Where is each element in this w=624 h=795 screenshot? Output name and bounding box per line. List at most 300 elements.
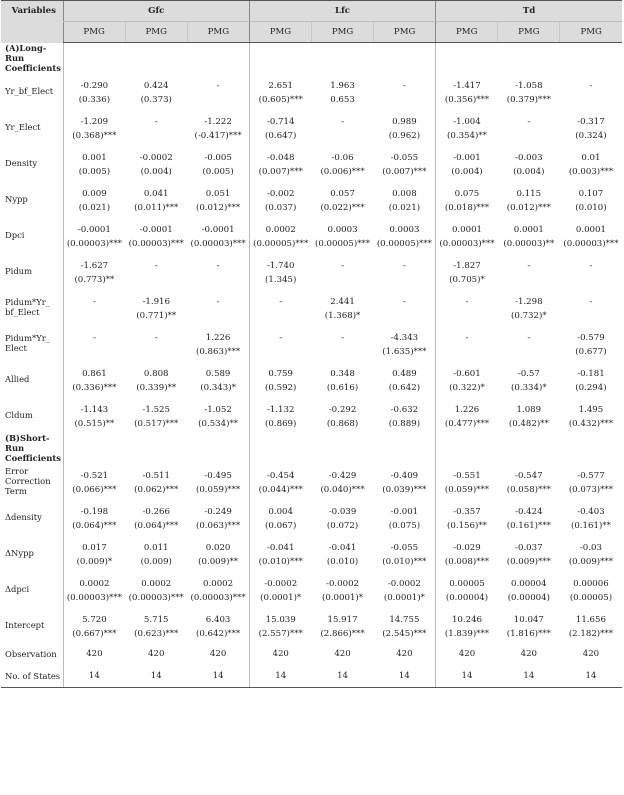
coefficient-cell: -0.0001 [63,217,125,235]
std-error-cell [312,127,374,145]
table-row [1,181,622,199]
std-error-cell: (0.00003)*** [63,235,125,253]
coefficient-cell: -1.525 [142,404,170,415]
coefficient-cell: 11.656 [575,614,606,625]
std-error-cell: (0.322)* [436,379,498,397]
std-error-cell: (0.534)** [198,418,239,429]
row-label: Yr_Elect [5,121,41,132]
coefficient-cell: -0.714 [249,109,311,127]
std-error-cell: (2.545)*** [382,628,427,639]
coefficient-cell: -0.041 [249,535,311,553]
coefficient-cell: - [249,289,311,307]
std-error-cell: (0.161)** [570,520,611,531]
std-error-cell: (0.00003)*** [128,238,184,249]
coefficient-cell: -0.317 [577,116,605,127]
std-error-cell: (1.345) [249,271,311,289]
coefficient-cell: -0.266 [142,506,170,517]
coefficient-cell: -0.579 [577,332,605,343]
value-cell: 420 [520,648,538,659]
coefficient-cell: -0.198 [63,499,125,517]
coefficient-cell: - [589,296,593,307]
empty-cell [125,43,187,73]
empty-cell [312,433,374,463]
coefficient-cell: 0.348 [330,368,355,379]
table-row [1,361,622,379]
row-label: No. of States [1,665,63,688]
coefficient-cell: -1.916 [142,296,170,307]
value-cell: 420 [209,648,227,659]
coefficient-cell: -0.632 [390,404,419,415]
std-error-cell: (0.705)* [436,271,498,289]
std-error-cell: (0.072) [326,520,359,531]
coefficient-cell: 0.0002 [63,571,125,589]
empty-cell [560,433,622,463]
std-error-cell: (0.00003)*** [190,592,246,603]
std-error-cell: (0.00003)*** [436,235,498,253]
std-error-cell: (0.005) [202,166,234,177]
coefficient-cell: -0.601 [436,361,498,379]
std-error-cell: (0.040)*** [320,484,365,495]
std-error-cell: (0.007)*** [382,166,427,177]
table-row [1,415,622,433]
std-error-cell: (0.336)*** [63,379,125,397]
coefficient-cell: 0.0002 [141,578,172,589]
empty-cell [498,433,560,463]
std-error-cell: (0.00005)*** [314,238,371,249]
table-row [1,235,622,253]
std-error-cell: (0.0001)* [322,592,364,603]
coefficient-cell: -0.048 [249,145,311,163]
std-error-cell: (0.018)*** [436,199,498,217]
coefficient-cell: - [402,260,406,271]
coefficient-cell: 0.489 [392,368,417,379]
coefficient-cell: -1.222 [204,116,232,127]
coefficient-cell: -0.0001 [201,224,235,235]
sub-header: PMG [125,22,187,43]
coefficient-cell: -0.037 [515,542,543,553]
coefficient-cell: -1.143 [63,397,125,415]
std-error-cell: (0.00003)*** [128,592,184,603]
std-error-cell [436,343,498,361]
table-row [1,535,622,553]
coefficient-cell: 0.0001 [513,224,544,235]
coefficient-cell: - [589,260,593,271]
std-error-cell [187,271,249,289]
std-error-cell: (1.368)* [324,310,361,321]
std-error-cell: (0.059)*** [195,484,241,495]
std-error-cell: (0.004) [436,163,498,181]
table-row [1,253,622,271]
std-error-cell: (0.773)** [63,271,125,289]
std-error-cell: (0.021) [63,199,125,217]
coefficient-cell: -0.547 [515,470,543,481]
coefficient-cell: -0.424 [515,506,543,517]
coefficient-cell: 0.004 [249,499,311,517]
empty-cell [560,43,622,73]
variables-header: Variables [1,1,63,43]
row-label: ΔNypp [5,547,34,558]
std-error-cell: (0.592) [249,379,311,397]
coefficient-cell: 1.963 [330,80,355,91]
std-error-cell [249,343,311,361]
std-error-cell: (0.022)*** [320,202,365,213]
value-cell: 420 [582,648,600,659]
std-error-cell: (0.00003)*** [563,238,619,249]
coefficient-cell: -0.0002 [387,578,421,589]
std-error-cell [560,307,622,325]
coefficient-cell: - [154,116,158,127]
long-run-section-row [1,43,622,73]
std-error-cell: (2.557)*** [249,625,311,643]
std-error-cell: (0.667)*** [63,625,125,643]
value-cell: 420 [334,648,351,659]
coefficient-cell: 15.039 [249,607,311,625]
coefficient-cell: - [341,116,344,127]
sub-header: PMG [498,22,560,43]
row-label: Nypp [5,193,28,204]
coefficient-cell: 2.651 [249,73,311,91]
std-error-cell [498,271,560,289]
coefficient-cell: -0.429 [328,470,357,481]
sub-header: PMG [374,22,436,43]
sub-header: PMG [63,22,125,43]
std-error-cell: (0.039)*** [382,484,427,495]
std-error-cell: (0.00005) [569,592,613,603]
coefficient-cell: 0.011 [143,542,169,553]
std-error-cell: (0.005) [63,163,125,181]
empty-cell [312,43,374,73]
coefficient-cell: -0.181 [577,368,605,379]
coefficient-cell: - [527,332,531,343]
std-error-cell: (0.482)** [508,418,549,429]
table-row [1,127,622,145]
group-header-td: Td [436,1,622,22]
coefficient-cell: -1.058 [515,80,543,91]
std-error-cell: (0.007)*** [249,163,311,181]
std-error-cell: (0.515)** [63,415,125,433]
std-error-cell: (0.010)*** [382,556,427,567]
coefficient-cell: 5.720 [63,607,125,625]
row-label: Δdensity [5,511,42,522]
coefficient-cell: 0.051 [205,188,231,199]
row-label: Allied [5,373,30,384]
coefficient-cell: -0.357 [436,499,498,517]
sub-header: PMG [187,22,249,43]
std-error-cell: (1.635)*** [382,346,427,357]
std-error-cell: (0.009)** [198,556,239,567]
coefficient-cell: 0.017 [63,535,125,553]
group-header-gfc: Gfc [63,1,249,22]
coefficient-cell: 0.0002 [249,217,311,235]
std-error-cell: (0.064)*** [63,517,125,535]
coefficient-cell: 10.246 [436,607,498,625]
std-error-cell: (0.294) [575,382,607,393]
group-header-lfc: Lfc [249,1,435,22]
table-row [1,499,622,517]
std-error-cell [125,271,187,289]
coefficient-cell: -0.57 [517,368,540,379]
coefficient-cell: -0.403 [577,506,605,517]
table-row [1,607,622,625]
table-row [1,163,622,181]
value-cell: 14 [187,665,249,688]
std-error-cell: (0.616) [326,382,359,393]
value-cell: 420 [148,648,165,659]
coefficient-cell: -1.004 [436,109,498,127]
std-error-cell: (0.339)** [136,382,177,393]
std-error-cell: (0.334)* [511,382,547,393]
coefficient-cell: 5.715 [143,614,169,625]
coefficient-cell: 10.047 [513,614,544,625]
std-error-cell: (0.379)*** [506,94,551,105]
sub-header: PMG [436,22,498,43]
table-row [1,553,622,571]
coefficient-cell: 6.403 [205,614,231,625]
coefficient-cell: -1.627 [63,253,125,271]
empty-cell [63,43,125,73]
std-error-cell: (0.771)** [136,310,177,321]
std-error-cell [312,343,374,361]
coefficient-cell: - [216,260,220,271]
coefficient-cell: -0.454 [249,463,311,481]
std-error-cell [374,307,436,325]
coefficient-cell: -0.001 [390,506,419,517]
table-row [1,571,622,589]
table-row [1,109,622,127]
coefficient-cell: - [341,260,344,271]
table-row [1,463,622,481]
coefficient-cell: - [154,332,158,343]
std-error-cell [498,127,560,145]
row-label: Error Correction Term [5,465,51,496]
table-row [1,307,622,325]
coefficient-cell: - [63,289,125,307]
coefficient-cell: 0.0001 [575,224,606,235]
std-error-cell: (0.623)*** [134,628,179,639]
table-row [1,397,622,415]
std-error-cell: (0.368)*** [63,127,125,145]
table-row [1,289,622,307]
std-error-cell: (0.010) [326,556,359,567]
regression-table [1,0,622,688]
row-label: Yr_bf_Elect [5,85,54,96]
coefficient-cell: 0.00004 [511,578,547,589]
row-label: Pidum*Yr_ bf_Elect [5,296,50,317]
std-error-cell: (0.066)*** [63,481,125,499]
short-run-section-label: (B)Short-Run Coefficients [5,432,61,463]
table-row [1,199,622,217]
coefficient-cell: -0.001 [436,145,498,163]
std-error-cell: (0.477)*** [436,415,498,433]
std-error-cell: (0.863)*** [195,346,241,357]
empty-cell [249,433,311,463]
coefficient-cell: -0.249 [204,506,232,517]
row-label: Dpci [5,229,25,240]
coefficient-cell: -0.511 [142,470,170,481]
empty-cell [436,433,498,463]
coefficient-cell: -0.055 [390,542,419,553]
table-body [1,43,622,688]
row-label: Δdpci [5,583,30,594]
coefficient-cell: 0.0003 [389,224,420,235]
coefficient-cell: 2.441 [330,296,355,307]
std-error-cell: (0.059)*** [436,481,498,499]
coefficient-cell: -0.055 [390,152,419,163]
table-row [1,517,622,535]
std-error-cell: (2.182)*** [568,628,614,639]
table-row [1,643,622,665]
empty-cell [436,43,498,73]
coefficient-cell: -0.06 [331,152,354,163]
std-error-cell: (0.009) [140,556,172,567]
std-error-cell [436,307,498,325]
coefficient-cell: 0.589 [205,368,231,379]
coefficient-cell: 0.020 [205,542,231,553]
coefficient-cell: 0.001 [63,145,125,163]
std-error-cell: (0.009)*** [506,556,551,567]
empty-cell [374,43,436,73]
empty-cell [187,433,249,463]
std-error-cell: (0.517)*** [134,418,179,429]
sub-header: PMG [312,22,374,43]
std-error-cell: (0.006)*** [320,166,365,177]
std-error-cell [187,307,249,325]
coefficient-cell: - [436,325,498,343]
std-error-cell [312,271,374,289]
std-error-cell: (0.010) [575,202,607,213]
coefficient-cell: - [402,296,406,307]
std-error-cell: (0.063)*** [195,520,241,531]
coefficient-cell: - [436,289,498,307]
coefficient-cell: 0.989 [392,116,417,127]
std-error-cell: (0.00004) [436,589,498,607]
std-error-cell [560,271,622,289]
coefficient-cell: -4.343 [390,332,419,343]
long-run-section-label: (A)Long-Run Coefficients [5,42,61,73]
std-error-cell: (0.868) [326,418,359,429]
table-row [1,325,622,343]
std-error-cell [249,307,311,325]
empty-cell [63,433,125,463]
coefficient-cell: -0.521 [63,463,125,481]
std-error-cell: (0.732)* [511,310,547,321]
std-error-cell [187,91,249,109]
coefficient-cell: 1.226 [205,332,231,343]
coefficient-cell: -0.577 [577,470,605,481]
coefficient-cell: -1.740 [249,253,311,271]
coefficient-cell: - [63,325,125,343]
coefficient-cell: - [216,296,220,307]
std-error-cell: (0.00003)** [503,238,555,249]
coefficient-cell: 0.008 [392,188,417,199]
coefficient-cell: - [216,80,220,91]
coefficient-cell: -1.827 [436,253,498,271]
coefficient-cell: 0.01 [581,152,601,163]
coefficient-cell: -0.290 [63,73,125,91]
table-row [1,665,622,688]
coefficient-cell: 15.917 [327,614,358,625]
coefficient-cell: 0.057 [330,188,355,199]
std-error-cell: (0.354)** [436,127,498,145]
std-error-cell: (0.010)*** [249,553,311,571]
std-error-cell: (0.156)** [436,517,498,535]
table-row [1,589,622,607]
std-error-cell: (0.00003)*** [190,238,246,249]
std-error-cell: (-0.417)*** [194,130,242,141]
std-error-cell: (0.00005)*** [249,235,311,253]
std-error-cell: (0.432)*** [568,418,614,429]
sub-header: PMG [560,22,622,43]
std-error-cell: (0.889) [388,418,421,429]
table-row [1,379,622,397]
std-error-cell: (0.642) [388,382,421,393]
value-cell: 14 [125,665,187,688]
std-error-cell: (0.075) [388,520,421,531]
std-error-cell: (0.004) [140,166,172,177]
value-cell: 14 [560,665,622,688]
coefficient-cell: 0.0002 [203,578,234,589]
std-error-cell: (0.677) [575,346,607,357]
std-error-cell [560,91,622,109]
coefficient-cell: -0.495 [204,470,232,481]
value-cell: 14 [249,665,311,688]
std-error-cell: (0.161)*** [506,520,551,531]
coefficient-cell: - [527,116,531,127]
coefficient-cell: - [154,260,158,271]
empty-cell [187,43,249,73]
coefficient-cell: -0.0002 [139,152,173,163]
coefficient-cell: -0.551 [436,463,498,481]
coefficient-cell: -0.0002 [249,571,311,589]
std-error-cell: (0.044)*** [249,481,311,499]
std-error-cell: (0.0001)* [249,589,311,607]
std-error-cell: 0.653 [330,94,355,105]
table-row [1,73,622,91]
value-cell: 14 [436,665,498,688]
empty-cell [125,433,187,463]
coefficient-cell: - [402,80,406,91]
std-error-cell: (0.004) [513,166,545,177]
coefficient-cell: 0.0003 [327,224,358,235]
std-error-cell: (0.642)*** [195,628,241,639]
coefficient-cell: 0.00006 [573,578,609,589]
table-row [1,91,622,109]
std-error-cell: (2.866)*** [320,628,365,639]
value-cell: 14 [312,665,374,688]
coefficient-cell: - [527,260,531,271]
coefficient-cell: 0.075 [436,181,498,199]
std-error-cell: (0.647) [249,127,311,145]
std-error-cell: (0.373) [140,94,172,105]
table-row [1,271,622,289]
coefficient-cell: -0.409 [390,470,419,481]
std-error-cell: (0.003)*** [568,166,614,177]
coefficient-cell: 14.755 [389,614,420,625]
std-error-cell: (0.00003)*** [63,589,125,607]
coefficient-cell: -1.052 [204,404,232,415]
coefficient-cell: 1.089 [516,404,542,415]
std-error-cell: (1.839)*** [436,625,498,643]
std-error-cell: (0.00004) [507,592,550,603]
std-error-cell: (0.037) [249,199,311,217]
coefficient-cell: 0.107 [578,188,604,199]
table-row [1,217,622,235]
std-error-cell: (0.067) [249,517,311,535]
coefficient-cell: 0.0001 [436,217,498,235]
coefficient-cell: -0.003 [515,152,543,163]
coefficient-cell: -1.132 [249,397,311,415]
coefficient-cell: 0.759 [249,361,311,379]
